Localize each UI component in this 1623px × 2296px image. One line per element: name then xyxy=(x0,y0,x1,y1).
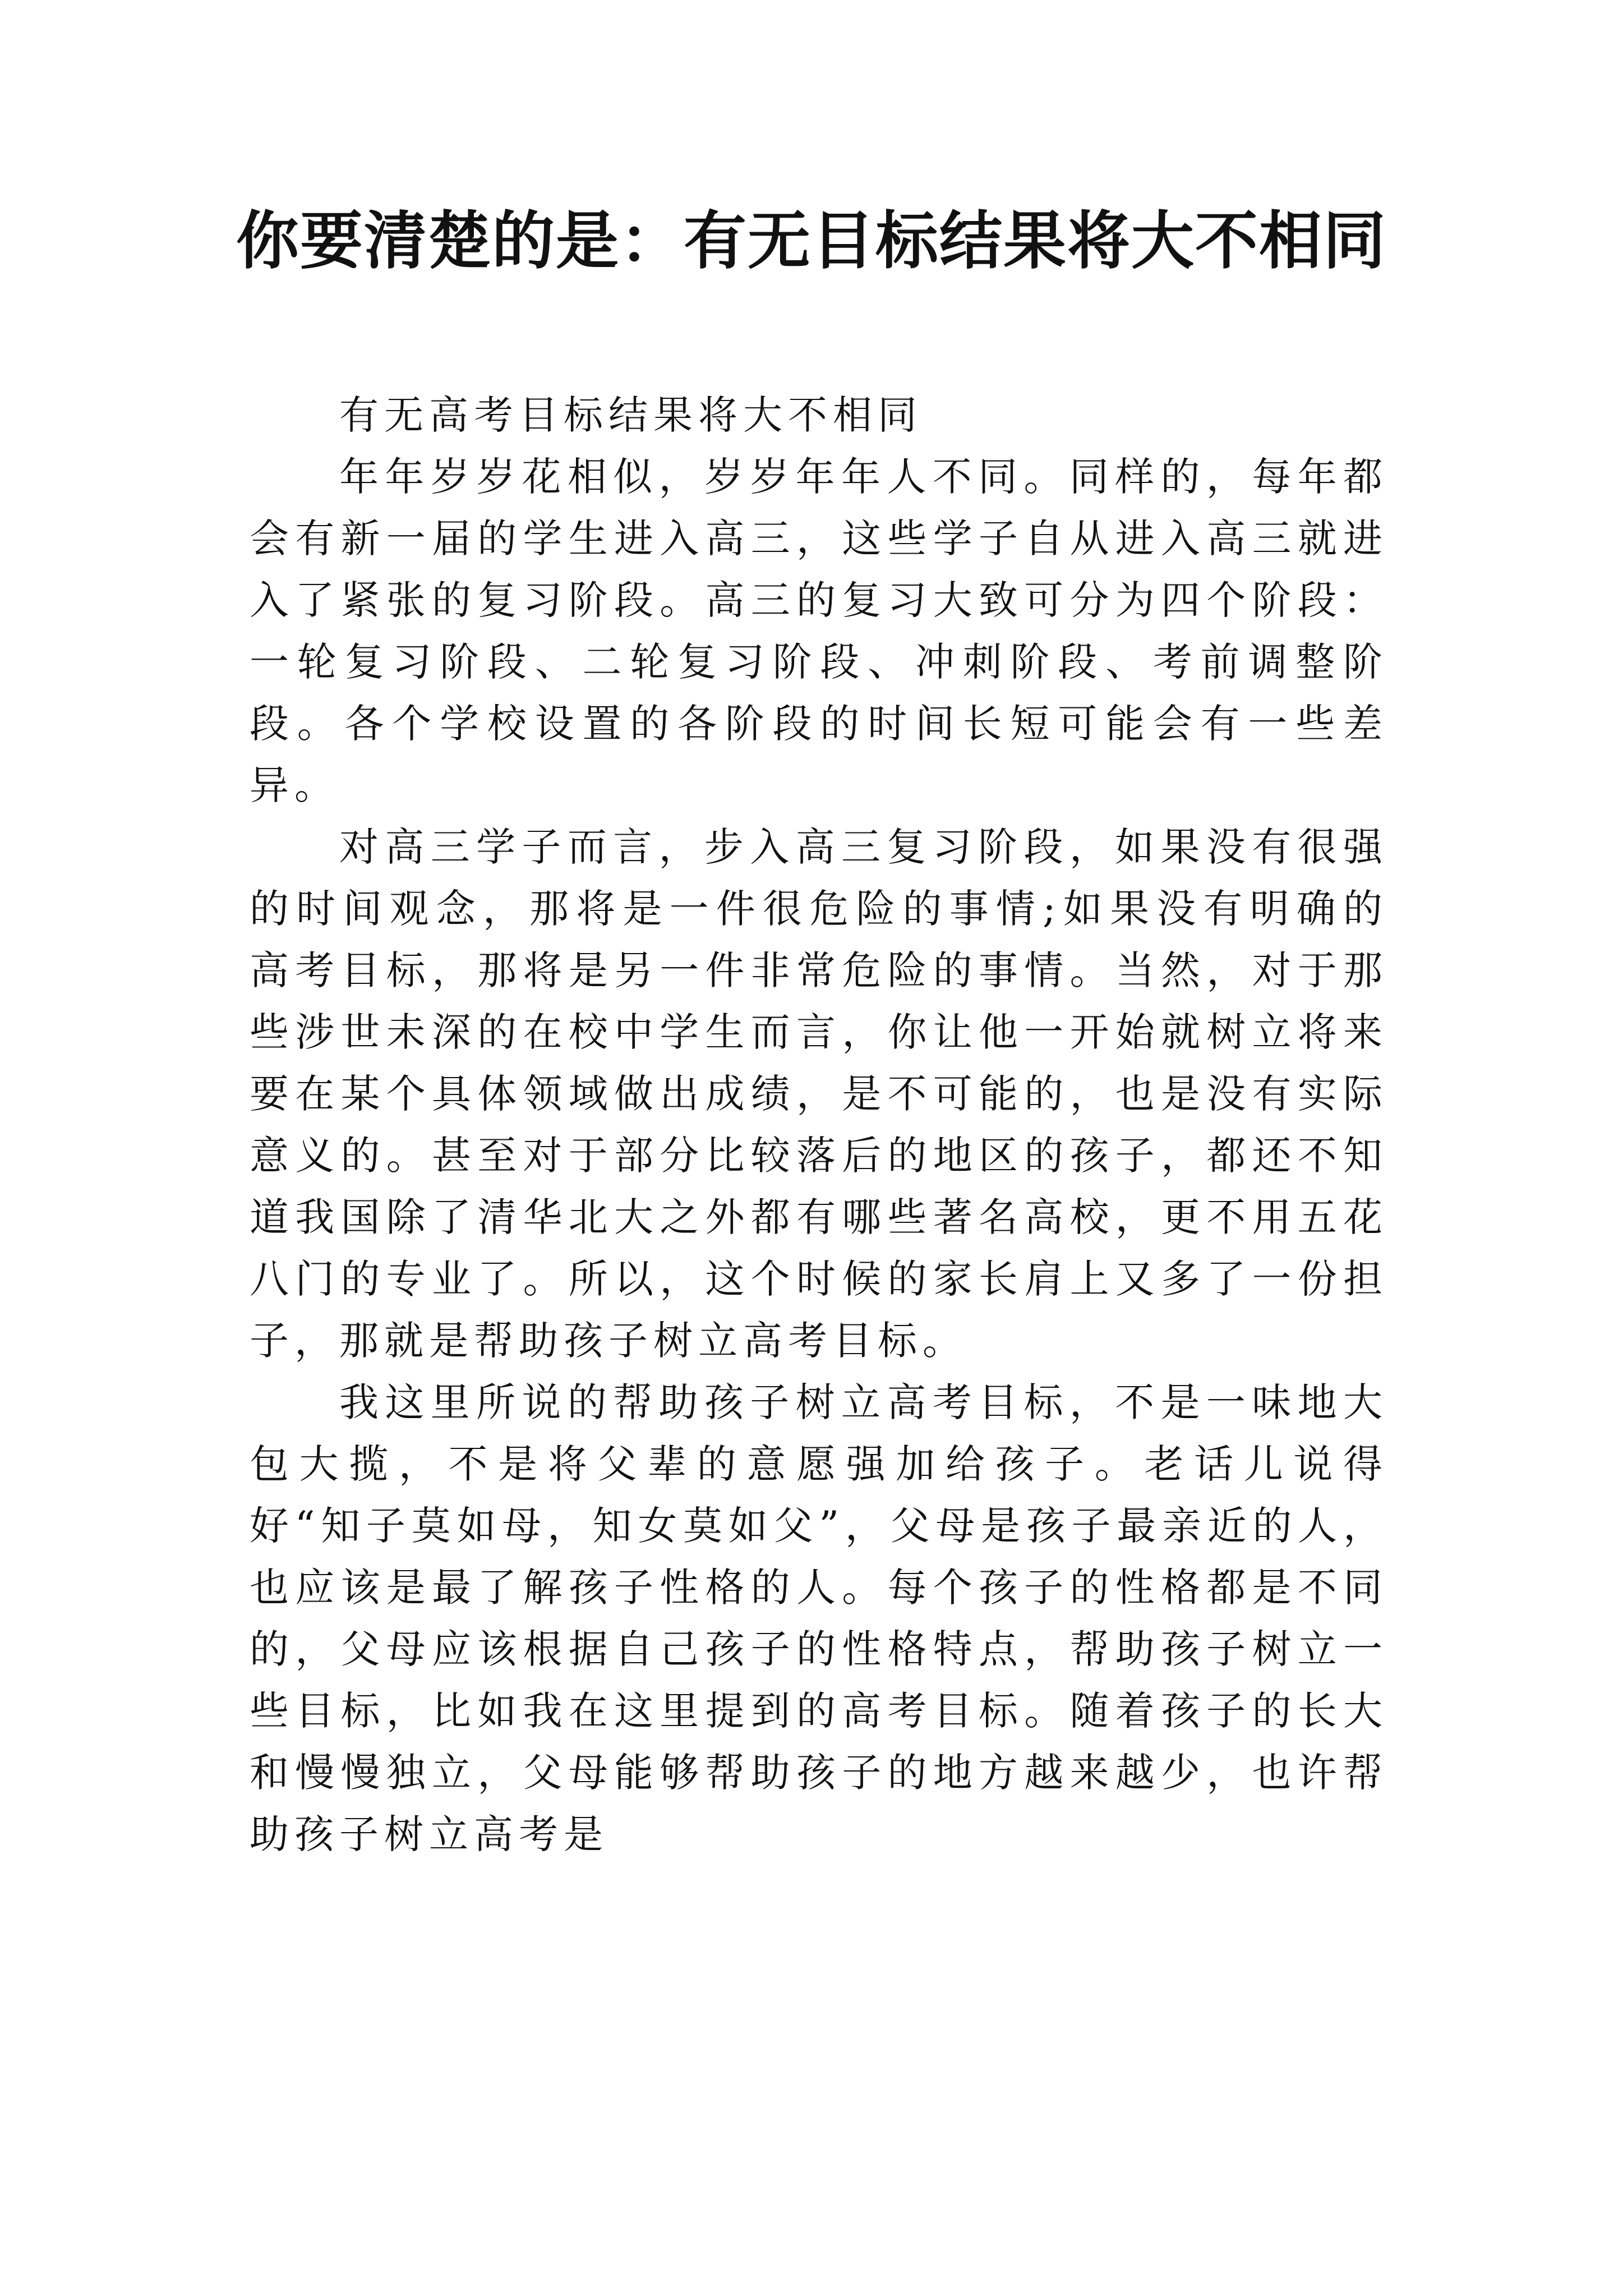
document-title: 你要清楚的是：有无目标结果将大不相同 xyxy=(236,204,1387,278)
paragraph-1: 年年岁岁花相似，岁岁年年人不同。同样的，每年都会有新一届的学生进入高三，这些学子自从进入高三就进入了紧张的复习阶段。高三的复习大致可分为四个阶段：一轮复习阶段、二轮复习阶段、冲刺阶段、考前调整阶段。各个学校设置的各阶段的时间长短可能会有一些差异。 xyxy=(250,454,1388,808)
paragraph-2: 对高三学子而言，步入高三复习阶段，如果没有很强的时间观念，那将是一件很危险的事情;如果没有明确的高考目标，那将是另一件非常危险的事情。当然，对于那些涉世未深的在校中学生而言，你让他一开始就树立将来要在某个具体领域做出成绩，是不可能的，也是没有实际意义的。甚至对于部分比较落后的地区的孩子，都还不知道我国除了清华北大之外都有哪些著名高校，更不用五花八门的专业了。所以，这个时候的家长肩上又多了一份担子，那就是帮助孩子树立高考目标。 xyxy=(250,824,1388,1364)
document-body xyxy=(250,384,1388,1865)
paragraph-subtitle: 有无高考目标结果将大不相同 xyxy=(339,392,923,438)
paragraph-3: 我这里所说的帮助孩子树立高考目标，不是一味地大包大揽，不是将父辈的意愿强加给孩子。老话儿说得好“知子莫如母，知女莫如父”，父母是孩子最亲近的人，也应该是最了解孩子性格的人。每个孩子的性格都是不同的，父母应该根据自己孩子的性格特点，帮助孩子树立一些目标，比如我在这里提到的高考目标。随着孩子的长大和慢慢独立，父母能够帮助孩子的地方越来越少，也许帮助孩子树立高考是 xyxy=(250,1379,1388,1857)
